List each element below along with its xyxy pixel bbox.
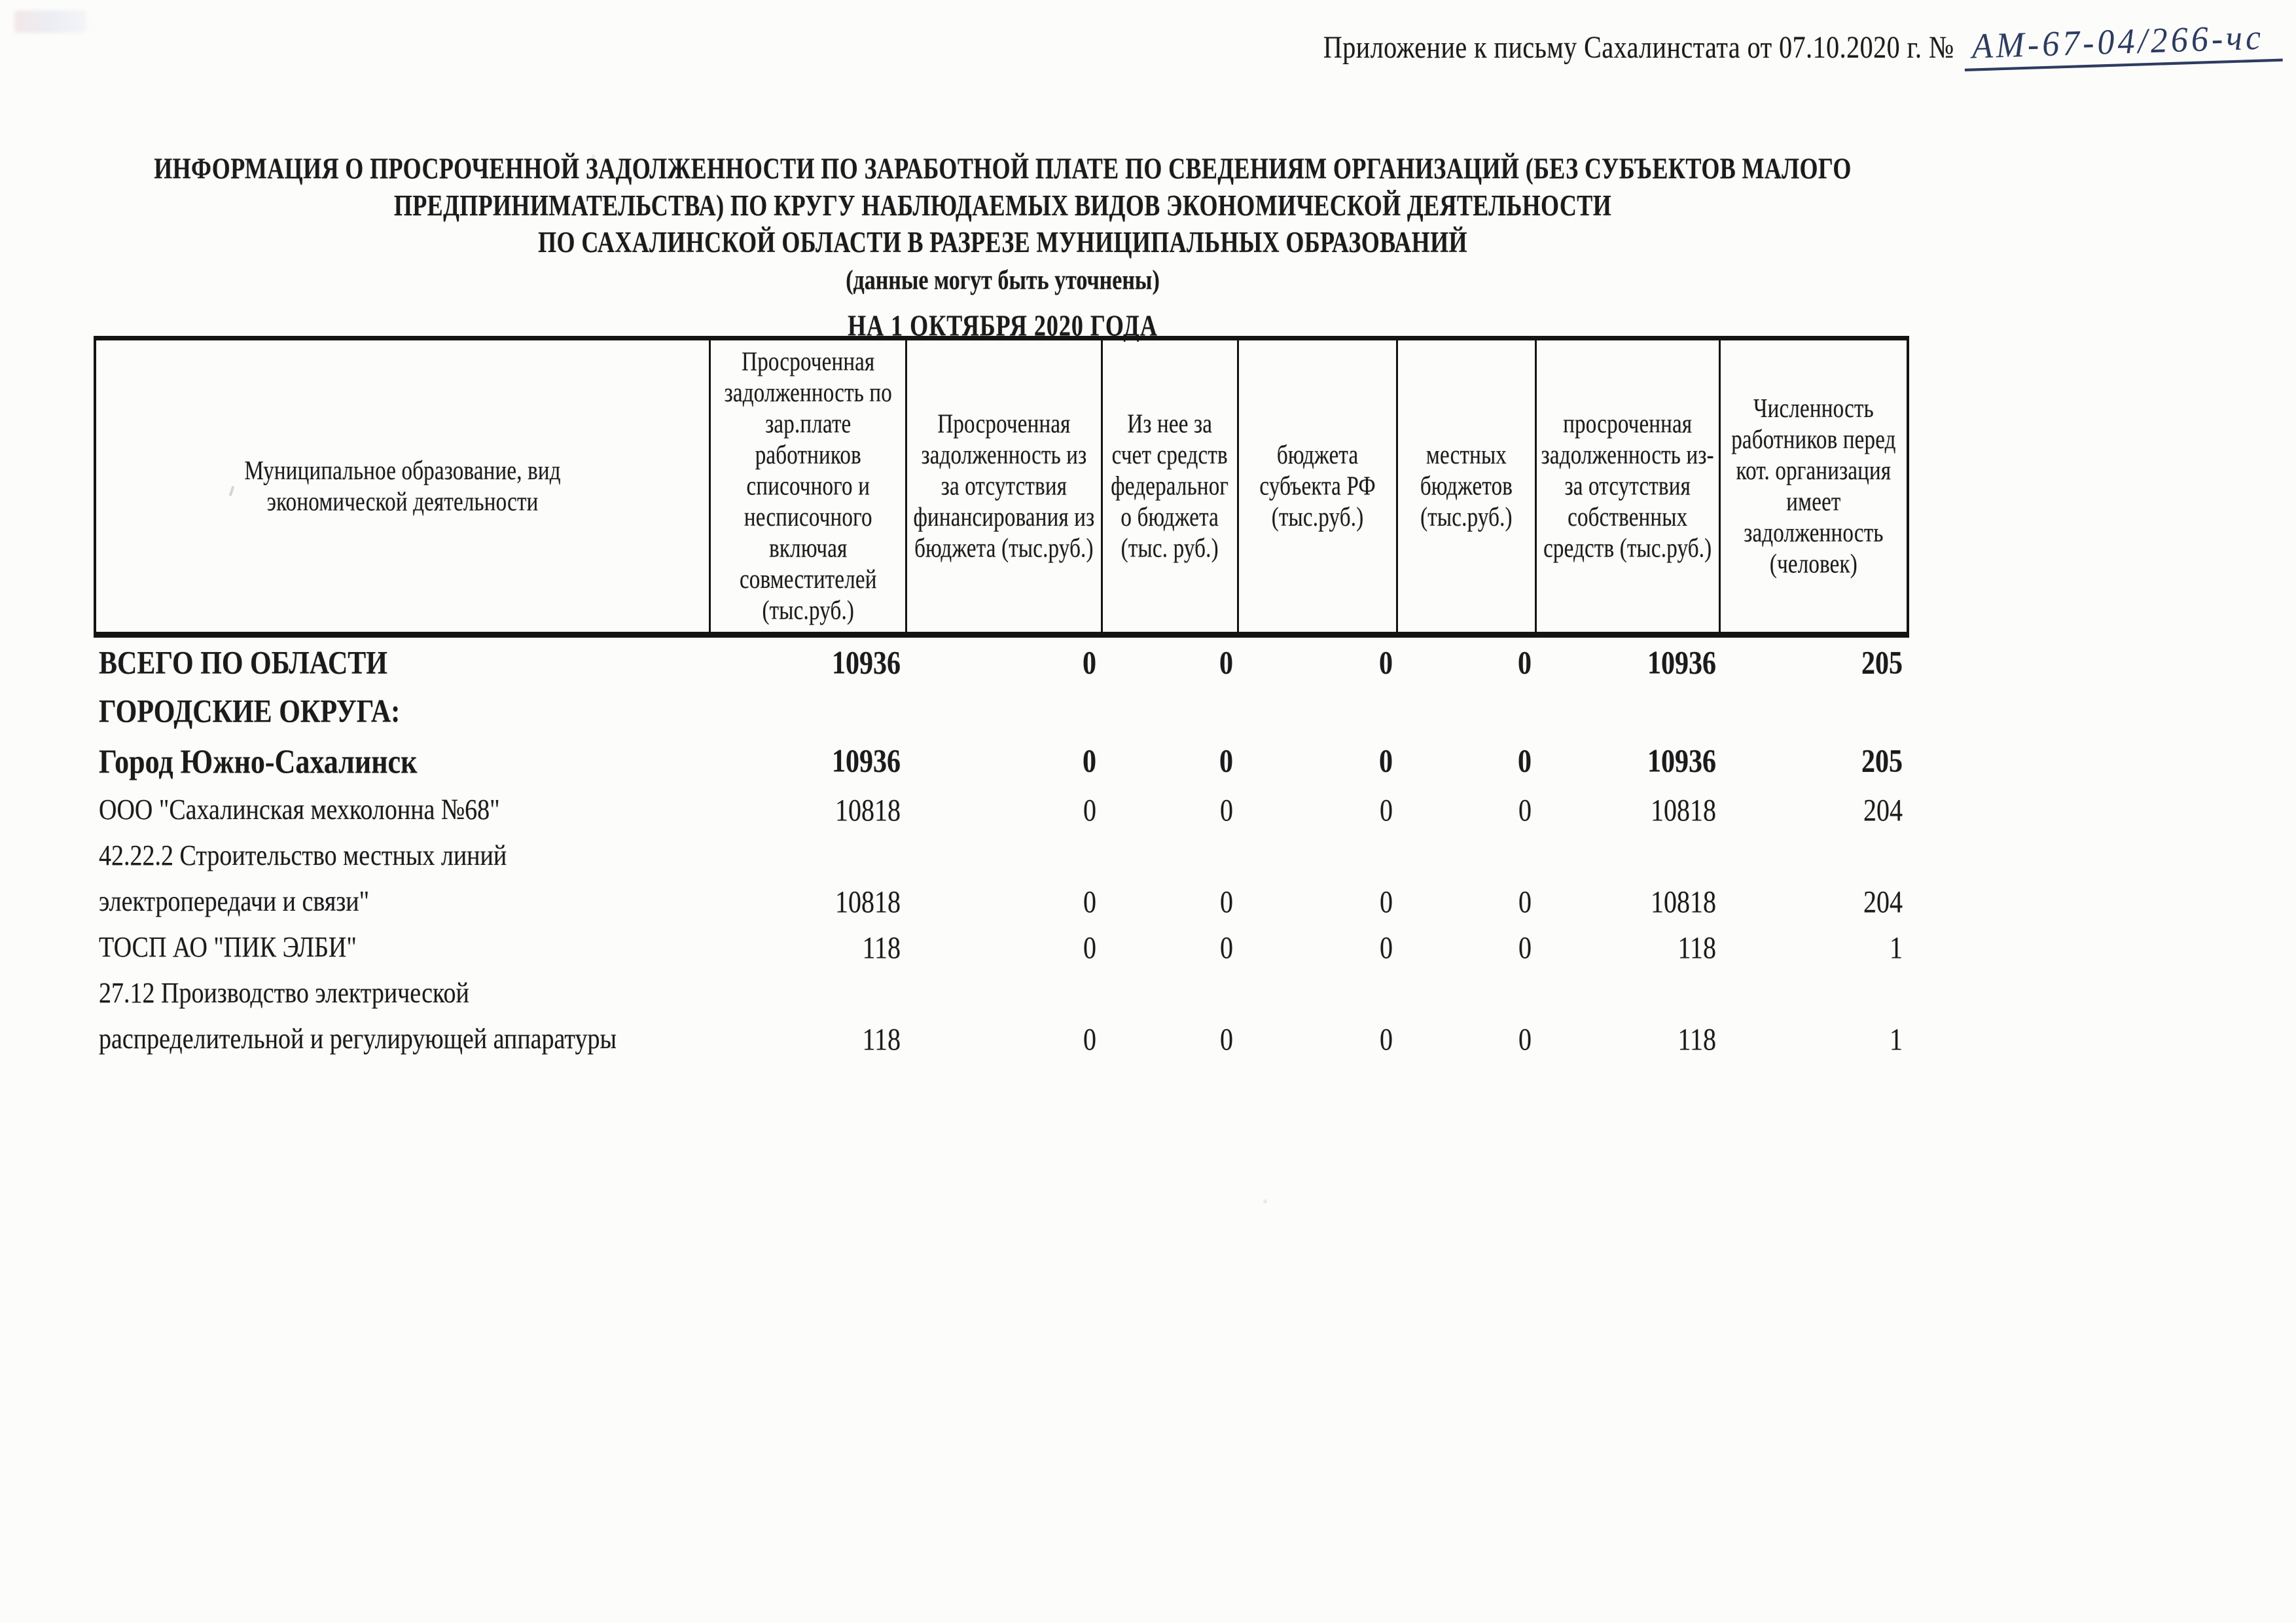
row-label-cell	[94, 693, 710, 730]
value-cell	[1103, 886, 1240, 917]
table-row	[94, 881, 1909, 922]
value-cell	[1399, 1021, 1538, 1057]
cell-value: 205	[1861, 743, 1903, 780]
row-label-cell	[94, 645, 710, 682]
value-cell	[1538, 792, 1723, 828]
cell-value: 10818	[835, 792, 901, 828]
cell-value: 0	[1518, 884, 1532, 919]
row-label: ООО "Сахалинская мехколонна №68"	[99, 793, 500, 826]
column-header-1	[711, 340, 907, 632]
value-cell	[710, 1021, 907, 1057]
value-cell	[1240, 932, 1399, 963]
cell-value: 0	[1518, 930, 1532, 965]
cell-value: 118	[1677, 930, 1716, 965]
row-label-cell	[94, 742, 710, 780]
row-label: ВСЕГО ПО ОБЛАСТИ	[99, 645, 387, 682]
value-cell	[1240, 886, 1399, 917]
row-label: Город Южно-Сахалинск	[99, 742, 418, 780]
column-header-label: Просроченная задолженность из за отсутствия финансирования из бюджета (тыс.руб.)	[913, 409, 1095, 563]
subtitle-note: (данные могут быть уточнены)	[846, 265, 1160, 296]
row-label: распределительной и регулирующей аппаратуры	[99, 1023, 617, 1055]
table-row	[94, 927, 1909, 968]
row-label: 42.22.2 Строительство местных линий	[99, 839, 507, 872]
cell-value: 0	[1083, 1021, 1096, 1057]
cell-value: 0	[1083, 792, 1096, 828]
column-header-label: Численность работников перед кот. организация имеет задолженность (человек)	[1731, 393, 1896, 579]
table-row	[94, 739, 1909, 784]
column-header-label: бюджета субъекта РФ (тыс.руб.)	[1259, 440, 1376, 532]
value-cell	[1399, 932, 1538, 963]
wage-arrears-table	[94, 336, 1909, 1059]
cell-value: 118	[862, 930, 901, 965]
cell-value: 10936	[832, 645, 901, 682]
cell-value: 0	[1380, 930, 1393, 965]
table-row	[94, 690, 1909, 733]
cell-value: 0	[1083, 645, 1096, 682]
cell-value: 118	[862, 1021, 901, 1057]
value-cell	[1723, 932, 1909, 963]
title-line-3: ПО САХАЛИНСКОЙ ОБЛАСТИ В РАЗРЕЗЕ МУНИЦИПАЛЬНЫХ ОБРАЗОВАНИЙ	[538, 226, 1467, 259]
cell-value: 0	[1083, 743, 1096, 780]
value-cell	[1103, 645, 1240, 682]
report-date-line: НА 1 ОКТЯБРЯ 2020 ГОДА	[848, 309, 1158, 342]
value-cell	[1399, 886, 1538, 917]
scan-artifact-smudge	[14, 10, 86, 33]
value-cell	[1538, 886, 1723, 917]
value-cell	[1538, 645, 1723, 682]
column-header-label: Муниципальное образование, вид экономической деятельности	[244, 456, 561, 517]
value-cell	[1723, 1021, 1909, 1057]
value-cell	[907, 645, 1103, 682]
cell-value: 0	[1379, 743, 1393, 780]
row-label: электропередачи и связи"	[99, 885, 370, 918]
value-cell	[1399, 792, 1538, 828]
column-header-label: Просроченная задолженность по зар.плате работников списочного и несписочного включая совместителей (тыс.руб.)	[724, 347, 892, 625]
title-line-1: ИНФОРМАЦИЯ О ПРОСРОЧЕННОЙ ЗАДОЛЖЕННОСТИ ПО ЗАРАБОТНОЙ ПЛАТЕ ПО СВЕДЕНИЯМ ОРГАНИЗАЦИЙ (БЕЗ СУБЪЕКТОВ МАЛОГО	[154, 152, 1852, 185]
value-cell	[1103, 932, 1240, 963]
cell-value: 0	[1379, 645, 1393, 682]
cell-value: 205	[1861, 645, 1903, 682]
annotation-printed-text: Приложение к письму Сахалинстата от 07.10.2020 г. №	[1323, 29, 1954, 65]
cell-value: 0	[1083, 930, 1096, 965]
row-label-cell	[94, 979, 710, 1008]
value-cell	[907, 886, 1103, 917]
value-cell	[1538, 743, 1723, 780]
value-cell	[1723, 886, 1909, 917]
cell-value: 0	[1219, 743, 1233, 780]
value-cell	[1103, 1021, 1240, 1057]
cell-value: 10936	[832, 743, 901, 780]
table-row	[94, 973, 1909, 1013]
table-body	[94, 642, 1909, 1059]
cell-value: 0	[1220, 884, 1233, 919]
cell-value: 0	[1518, 645, 1532, 682]
value-cell	[1399, 743, 1538, 780]
value-cell	[907, 792, 1103, 828]
value-cell	[710, 743, 907, 780]
row-label-cell	[94, 887, 710, 916]
row-label-cell	[94, 1025, 710, 1053]
column-header-2	[907, 340, 1102, 632]
column-header-7	[1721, 340, 1907, 632]
value-cell	[1103, 743, 1240, 780]
value-cell	[1399, 645, 1538, 682]
scan-speck	[1263, 1199, 1267, 1203]
value-cell	[1240, 792, 1399, 828]
value-cell	[1103, 792, 1240, 828]
value-cell	[1240, 645, 1399, 682]
cell-value: 10936	[1647, 743, 1716, 780]
value-cell	[710, 886, 907, 917]
value-cell	[1723, 792, 1909, 828]
value-cell	[907, 1021, 1103, 1057]
cell-value: 0	[1220, 1021, 1233, 1057]
column-header-label: Из нее за счет средств федеральног о бюджета (тыс. руб.)	[1111, 409, 1229, 563]
value-cell	[1538, 1021, 1723, 1057]
column-header-4	[1239, 340, 1398, 632]
value-cell	[710, 792, 907, 828]
cell-value: 0	[1219, 645, 1233, 682]
cell-value: 204	[1863, 792, 1903, 828]
annotation-handwritten-number: АМ-67-04/266-чс	[1963, 17, 2282, 71]
value-cell	[1240, 1021, 1399, 1057]
cell-value: 1	[1890, 1021, 1903, 1057]
cell-value: 0	[1518, 792, 1532, 828]
value-cell	[907, 743, 1103, 780]
row-label: ГОРОДСКИЕ ОКРУГА:	[99, 693, 401, 730]
cell-value: 0	[1518, 743, 1532, 780]
table-row	[94, 790, 1909, 830]
table-header-row	[94, 336, 1909, 638]
table-row	[94, 642, 1909, 685]
cell-value: 204	[1863, 884, 1903, 919]
value-cell	[710, 932, 907, 963]
cell-value: 0	[1220, 930, 1233, 965]
column-header-0	[96, 340, 711, 632]
row-label-cell	[94, 841, 710, 870]
letter-annotation	[1323, 18, 2283, 71]
row-label-cell	[94, 933, 710, 962]
row-label: 27.12 Производство электрической	[99, 977, 469, 1010]
cell-value: 1	[1890, 930, 1903, 965]
table-row	[94, 1019, 1909, 1059]
value-cell	[1723, 743, 1909, 780]
cell-value: 10818	[1651, 884, 1716, 919]
value-cell	[1723, 645, 1909, 682]
cell-value: 0	[1083, 884, 1096, 919]
cell-value: 10936	[1647, 645, 1716, 682]
row-label-cell	[94, 795, 710, 824]
column-header-6	[1537, 340, 1721, 632]
cell-value: 0	[1518, 1021, 1532, 1057]
cell-value: 118	[1677, 1021, 1716, 1057]
cell-value: 10818	[1651, 792, 1716, 828]
value-cell	[1240, 743, 1399, 780]
cell-value: 0	[1380, 792, 1393, 828]
value-cell	[907, 932, 1103, 963]
column-header-5	[1398, 340, 1536, 632]
title-line-2: ПРЕДПРИНИМАТЕЛЬСТВА) ПО КРУГУ НАБЛЮДАЕМЫХ ВИДОВ ЭКОНОМИЧЕСКОЙ ДЕЯТЕЛЬНОСТИ	[393, 189, 1612, 222]
cell-value: 10818	[835, 884, 901, 919]
column-header-label: местных бюджетов (тыс.руб.)	[1420, 440, 1513, 532]
row-label: ТОСП АО "ПИК ЭЛБИ"	[99, 931, 357, 964]
column-header-3	[1103, 340, 1239, 632]
cell-value: 0	[1380, 884, 1393, 919]
document-title-block	[94, 151, 1912, 343]
cell-value: 0	[1220, 792, 1233, 828]
value-cell	[710, 645, 907, 682]
cell-value: 0	[1380, 1021, 1393, 1057]
table-row	[94, 835, 1909, 876]
column-header-label: просроченная задолженность из-за отсутствия собственных средств (тыс.руб.)	[1541, 409, 1714, 563]
value-cell	[1538, 932, 1723, 963]
